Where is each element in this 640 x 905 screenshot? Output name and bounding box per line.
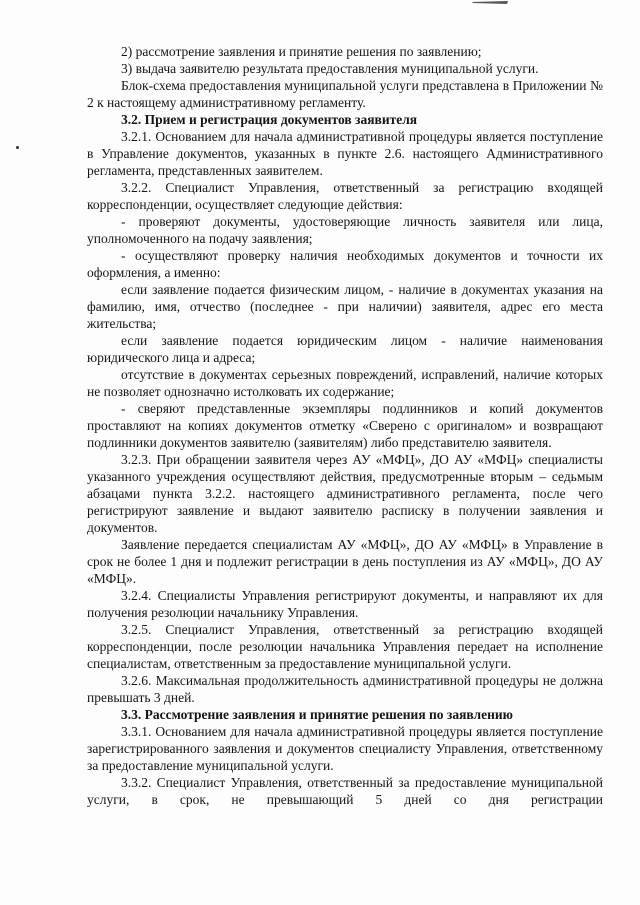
paragraph: - сверяют представленные экземпляры подлинников и копий документов проставляют на копиях документов отметку «Сверено с оригиналом» и возвращают подлинники документов заявителю (заявителям) либо представителю заявителя. <box>87 401 603 450</box>
paragraph: 3.2.6. Максимальная продолжительность административной процедуры не должна превышать 3 дней. <box>87 673 603 705</box>
paragraph: - осуществляют проверку наличия необходимых документов и точности их оформления, а именно: <box>87 248 603 280</box>
list-item-3: 3) выдача заявителю результата предоставления муниципальной услуги. <box>121 61 539 76</box>
list-item-2: 2) рассмотрение заявления и принятие решения по заявлению; <box>121 44 482 59</box>
paragraph: 3.2.5. Специалист Управления, ответственный за регистрацию входящей корреспонденции, после резолюции начальника Управления передает на исполнение специалистам, ответственным за предоставление муниципальной услуги. <box>87 622 603 671</box>
section-heading-3-3: 3.3. Рассмотрение заявления и принятие решения по заявлению <box>121 707 513 722</box>
section-heading-3-2: 3.2. Прием и регистрация документов заявителя <box>121 112 418 127</box>
paragraph-continued: 3.3.2. Специалист Управления, ответственный за предоставление муниципальной услуги, в срок, не превышающий 5 дней со дня регистрации <box>87 775 603 807</box>
paragraph: 3.2.3. При обращении заявителя через АУ «МФЦ», ДО АУ «МФЦ» специалисты указанного учреждения осуществляют действия, предусмотренные вторым – седьмым абзацами пункта 3.2.2. настоящего административного регламента, после чего регистрируют заявление и выдают заявителю расписку в получении заявления и документов. <box>87 452 603 535</box>
paragraph: 3.3.1. Основанием для начала административной процедуры является поступление зарегистрированного заявления и документов специалисту Управления, ответственному за предоставление муниципальной услуги. <box>87 724 603 773</box>
paragraph: 3.2.2. Специалист Управления, ответственный за регистрацию входящей корреспонденции, осуществляет следующие действия: <box>87 180 603 212</box>
paragraph: 3.2.4. Специалисты Управления регистрируют документы, и направляют их для получения резолюции начальнику Управления. <box>87 588 603 620</box>
margin-dot <box>16 146 19 149</box>
paragraph: - проверяют документы, удостоверяющие личность заявителя или лица, уполномоченного на подачу заявления; <box>87 214 603 246</box>
document-body <box>87 43 603 808</box>
paragraph: если заявление подается физическим лицом, - наличие в документах указания на фамилию, имя, отчество (последнее - при наличии) заявителя, адрес его места жительства; <box>87 282 603 331</box>
paragraph: Блок-схема предоставления муниципальной услуги представлена в Приложении № 2 к настоящему административному регламенту. <box>87 78 603 110</box>
paragraph: если заявление подается юридическим лицом - наличие наименования юридического лица и адреса; <box>87 333 603 365</box>
paragraph: отсутствие в документах серьезных повреждений, исправлений, наличие которых не позволяет однозначно истолковать их содержание; <box>87 367 603 399</box>
paragraph: 3.2.1. Основанием для начала административной процедуры является поступление в Управление документов, указанных в пункте 2.6. настоящего Административного регламента, представленных заявителем. <box>87 129 603 178</box>
paragraph: Заявление передается специалистам АУ «МФЦ», ДО АУ «МФЦ» в Управление в срок не более 1 дня и подлежит регистрации в день поступления из АУ «МФЦ», ДО АУ «МФЦ». <box>87 537 603 586</box>
scan-artifact <box>470 0 510 5</box>
